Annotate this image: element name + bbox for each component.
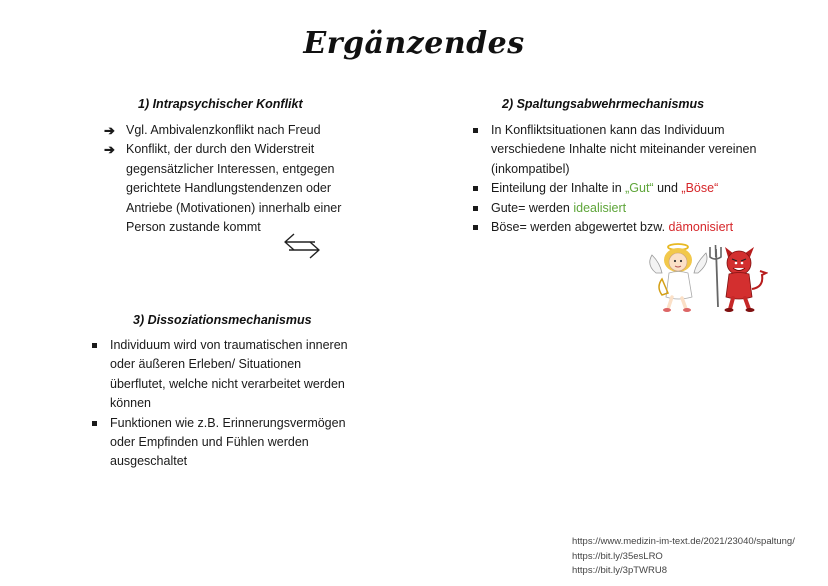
- bullet-square-icon: [473, 186, 478, 191]
- bullet-square-icon: [473, 128, 478, 133]
- section1-list: [104, 121, 360, 237]
- source-link[interactable]: https://bit.ly/3pTWRU8: [572, 565, 668, 577]
- list-item: In Konfliktsituationen kann das Individuum verschiedene Inhalte nicht miteinander vereinen (inkompatibel): [469, 121, 769, 179]
- list-item: Einteilung der Inhalte in „Gut“ und „Böse“: [469, 179, 769, 198]
- list-item: Gute= werden idealisiert: [469, 199, 769, 218]
- bullet-square-icon: [92, 343, 97, 348]
- arrow-right-icon: ➔: [104, 123, 115, 138]
- source-link[interactable]: https://www.medizin-im-text.de/2021/23040/spaltung/: [572, 536, 795, 547]
- bullet-square-icon: [473, 225, 478, 230]
- sources: [572, 535, 795, 579]
- list-item: ➔ Konflikt, der durch den Widerstreit gegensätzlicher Interessen, entgegen gerichtete Handlungstendenzen oder Antriebe (Motivationen) innerhalb einer Person zustande kommt: [104, 142, 342, 235]
- list-item: ➔ Vgl. Ambivalenzkonflikt nach Freud: [104, 121, 360, 140]
- section3-heading: 3) Dissoziationsmechanismus: [133, 313, 312, 327]
- arrow-right-icon: ➔: [104, 142, 115, 158]
- angel-devil-illustration: [648, 243, 768, 315]
- section2-list: [469, 121, 769, 237]
- list-item: Funktionen wie z.B. Erinnerungsvermögen oder Empfinden und Fühlen werden ausgeschaltet: [88, 414, 360, 472]
- page-title: Ergänzendes: [303, 26, 525, 61]
- bullet-square-icon: [473, 206, 478, 211]
- bullet-square-icon: [92, 421, 97, 426]
- section2-heading: 2) Spaltungsabwehrmechanismus: [502, 97, 705, 111]
- section3-list: [88, 336, 360, 472]
- list-item: Individuum wird von traumatischen inneren oder äußeren Erleben/ Situationen überflutet, welche nicht verarbeitet werden können: [88, 336, 360, 414]
- source-link[interactable]: https://bit.ly/35esLRO: [572, 550, 663, 562]
- swap-arrows-icon: [283, 232, 321, 260]
- section1-heading: 1) Intrapsychischer Konflikt: [138, 97, 303, 111]
- list-item: Böse= werden abgewertet bzw. dämonisiert: [469, 218, 769, 237]
